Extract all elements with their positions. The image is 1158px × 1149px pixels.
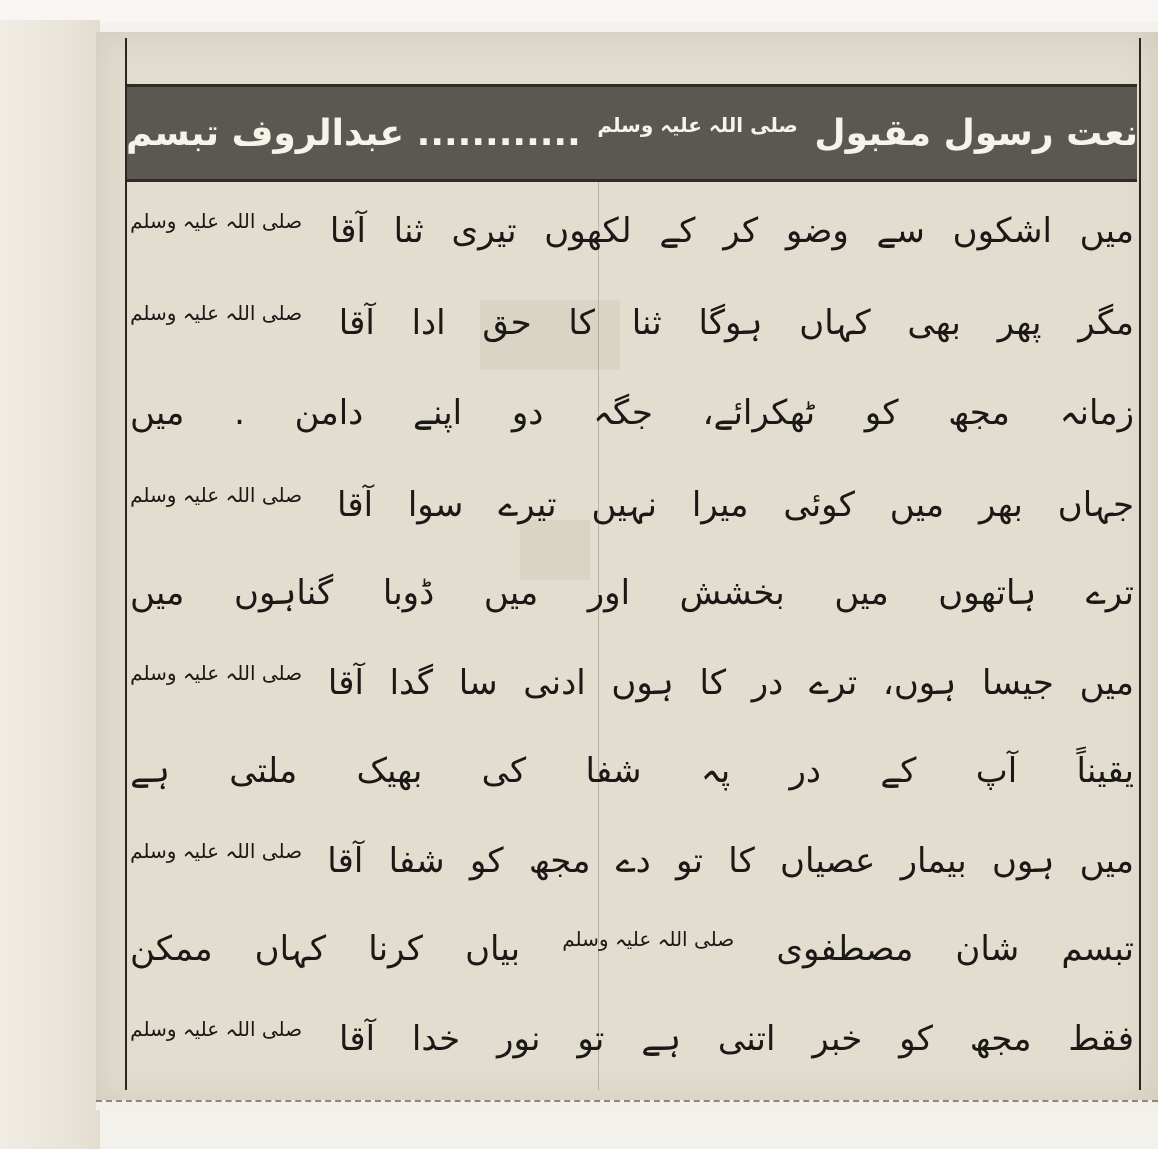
poem-word: بخشش: [679, 573, 785, 613]
poem-line: [130, 392, 1134, 433]
poem-word: مجھ: [969, 1019, 1032, 1059]
honorific-symbol: صلی اللہ علیہ وسلم: [130, 483, 303, 507]
poem-word: مگر: [1078, 303, 1134, 343]
poem-word: مجھ: [948, 393, 1010, 433]
honorific-symbol: صلی اللہ علیہ وسلم: [597, 112, 798, 137]
poem-word: کو: [864, 393, 899, 433]
poem-word: خبر: [812, 1019, 863, 1059]
poem-line: [130, 572, 1134, 613]
poem-word: کا: [699, 663, 727, 703]
poem-word: کوئی: [783, 485, 855, 525]
poem-word: آپ: [975, 751, 1018, 791]
poem-word: کرنا: [368, 929, 423, 969]
poem-word: یقیناً: [1076, 751, 1134, 791]
poem-word: مجھ: [528, 841, 591, 881]
poem-word: نہیں: [591, 485, 657, 525]
poem-word: سوا: [407, 485, 464, 525]
poem-line: [130, 484, 1134, 525]
poem-word: بھی: [907, 303, 961, 343]
poem-word: دو: [511, 393, 544, 433]
poem-word: تیرے: [498, 485, 557, 525]
poem-word: میں: [130, 393, 185, 433]
poem-word: کو: [469, 841, 504, 881]
poem-word: ڈوبا: [382, 573, 435, 613]
poem-word: جگہ: [593, 393, 653, 433]
article-title: [126, 113, 1138, 154]
honorific-symbol: صلی اللہ علیہ وسلم: [562, 927, 735, 951]
poem-word: میں: [889, 485, 945, 525]
poem-word: میں: [1079, 211, 1134, 251]
poem-word: کے: [659, 211, 696, 251]
poem-word: کا: [568, 303, 595, 343]
honorific-symbol: صلی اللہ علیہ وسلم: [130, 1017, 303, 1041]
poem-word: خدا: [411, 1019, 461, 1059]
poem-word: در: [751, 663, 784, 703]
poem-word: جہاں: [1057, 485, 1134, 525]
poem-word: گناہوں: [233, 573, 334, 613]
poem-word: میں: [483, 573, 539, 613]
poem-word: میں: [130, 573, 185, 613]
poem-line: [130, 302, 1134, 343]
clipping-cut-edge: [96, 1100, 1158, 1110]
poem-word: وضو: [785, 211, 849, 251]
poem-word: ہوں: [611, 663, 674, 703]
poem-word: میں: [1079, 663, 1134, 703]
poem-word: آقا: [327, 841, 364, 881]
poem-word: کر: [723, 211, 759, 251]
poem-word: ہوگا: [698, 303, 763, 343]
honorific-symbol: صلی اللہ علیہ وسلم: [130, 301, 303, 325]
poem-word: ترے: [1085, 573, 1134, 613]
poem-line: [130, 928, 1134, 969]
poem-line: [130, 1018, 1134, 1059]
poem-word: مصطفوی: [776, 929, 914, 969]
poem-line: [130, 210, 1134, 251]
poem-line: [130, 750, 1134, 791]
poem-word: کے: [880, 751, 917, 791]
honorific-symbol: صلی اللہ علیہ وسلم: [130, 661, 303, 685]
author-name: عبدالروف تبسم: [125, 112, 405, 154]
poem-word: کہاں: [254, 929, 327, 969]
poem-word: ممکن: [130, 929, 213, 969]
poem-word: بھر: [978, 485, 1023, 525]
poem-line: [130, 840, 1134, 881]
poem-word: پھر: [997, 303, 1042, 343]
poem-word: دے: [615, 841, 651, 881]
poem-word: زمانہ: [1059, 393, 1134, 433]
poem-word: ہوں: [991, 841, 1055, 881]
poem-word: ملتی: [229, 751, 298, 791]
poem-word: شان: [955, 929, 1020, 969]
poem-word: ثنا: [393, 211, 424, 251]
poem-word: حق: [482, 303, 532, 343]
poem-word: میرا: [691, 485, 749, 525]
poem-word: فقط: [1068, 1019, 1134, 1059]
poem-word: سے: [876, 211, 925, 251]
poem-word: نور: [497, 1019, 541, 1059]
poem-word: شفا: [585, 751, 642, 791]
poem-word: کو: [899, 1019, 933, 1059]
poem-word: بیمار: [900, 841, 967, 881]
poem-word: آقا: [338, 1019, 376, 1059]
poem-word: سا: [458, 663, 498, 703]
poem-word: آقا: [327, 663, 364, 703]
poem-word: ہوں،: [882, 663, 957, 703]
poem-word: آقا: [336, 485, 374, 525]
poem-word: اتنی: [717, 1019, 776, 1059]
poem-word: گدا: [389, 663, 434, 703]
poem-word: دامن: [294, 393, 364, 433]
poem-word: در: [789, 751, 822, 791]
scan-left-margin: [0, 20, 100, 1149]
poem-word: شفا: [388, 841, 445, 881]
poem-word: ٹھکرائے،: [702, 393, 816, 433]
poem-word: ہاتھوں: [938, 573, 1037, 613]
title-separator: ............: [416, 112, 581, 154]
poem-word: میں: [834, 573, 889, 613]
poem-word: بھیک: [356, 751, 423, 791]
poem-word: کا: [728, 841, 755, 881]
poem-word: .: [234, 393, 245, 433]
article-header: [127, 84, 1137, 182]
poem-word: اشکوں: [952, 211, 1052, 251]
poem-word: آقا: [329, 211, 366, 251]
poem-word: میں: [1079, 841, 1134, 881]
poem-word: جیسا: [981, 663, 1054, 703]
poem-word: کی: [481, 751, 527, 791]
poem-word: اپنے: [413, 393, 463, 433]
poem-line: [130, 662, 1134, 703]
poem-word: ہے: [641, 1019, 682, 1059]
title-text: نعت رسول مقبول: [814, 112, 1139, 154]
poem-word: ادنی: [523, 663, 586, 703]
poem-word: ہے: [130, 751, 170, 791]
poem-word: آقا: [338, 303, 375, 343]
poem-word: تیری: [451, 211, 517, 251]
poem-word: ترے: [809, 663, 858, 703]
poem-word: تبسم: [1061, 929, 1134, 969]
poem-word: کہاں: [799, 303, 871, 343]
poem-word: ثنا: [631, 303, 662, 343]
poem-word: پہ: [700, 751, 731, 791]
honorific-symbol: صلی اللہ علیہ وسلم: [130, 839, 303, 863]
poem-word: ادا: [411, 303, 446, 343]
poem-word: لکھوں: [544, 211, 632, 251]
poem-word: تو: [577, 1019, 605, 1059]
honorific-symbol: صلی اللہ علیہ وسلم: [130, 209, 303, 233]
poem-word: بیاں: [465, 929, 521, 969]
poem-word: اور: [587, 573, 631, 613]
poem-word: تو: [675, 841, 703, 881]
poem-word: عصیاں: [779, 841, 876, 881]
scan-top-margin: [0, 0, 1158, 22]
